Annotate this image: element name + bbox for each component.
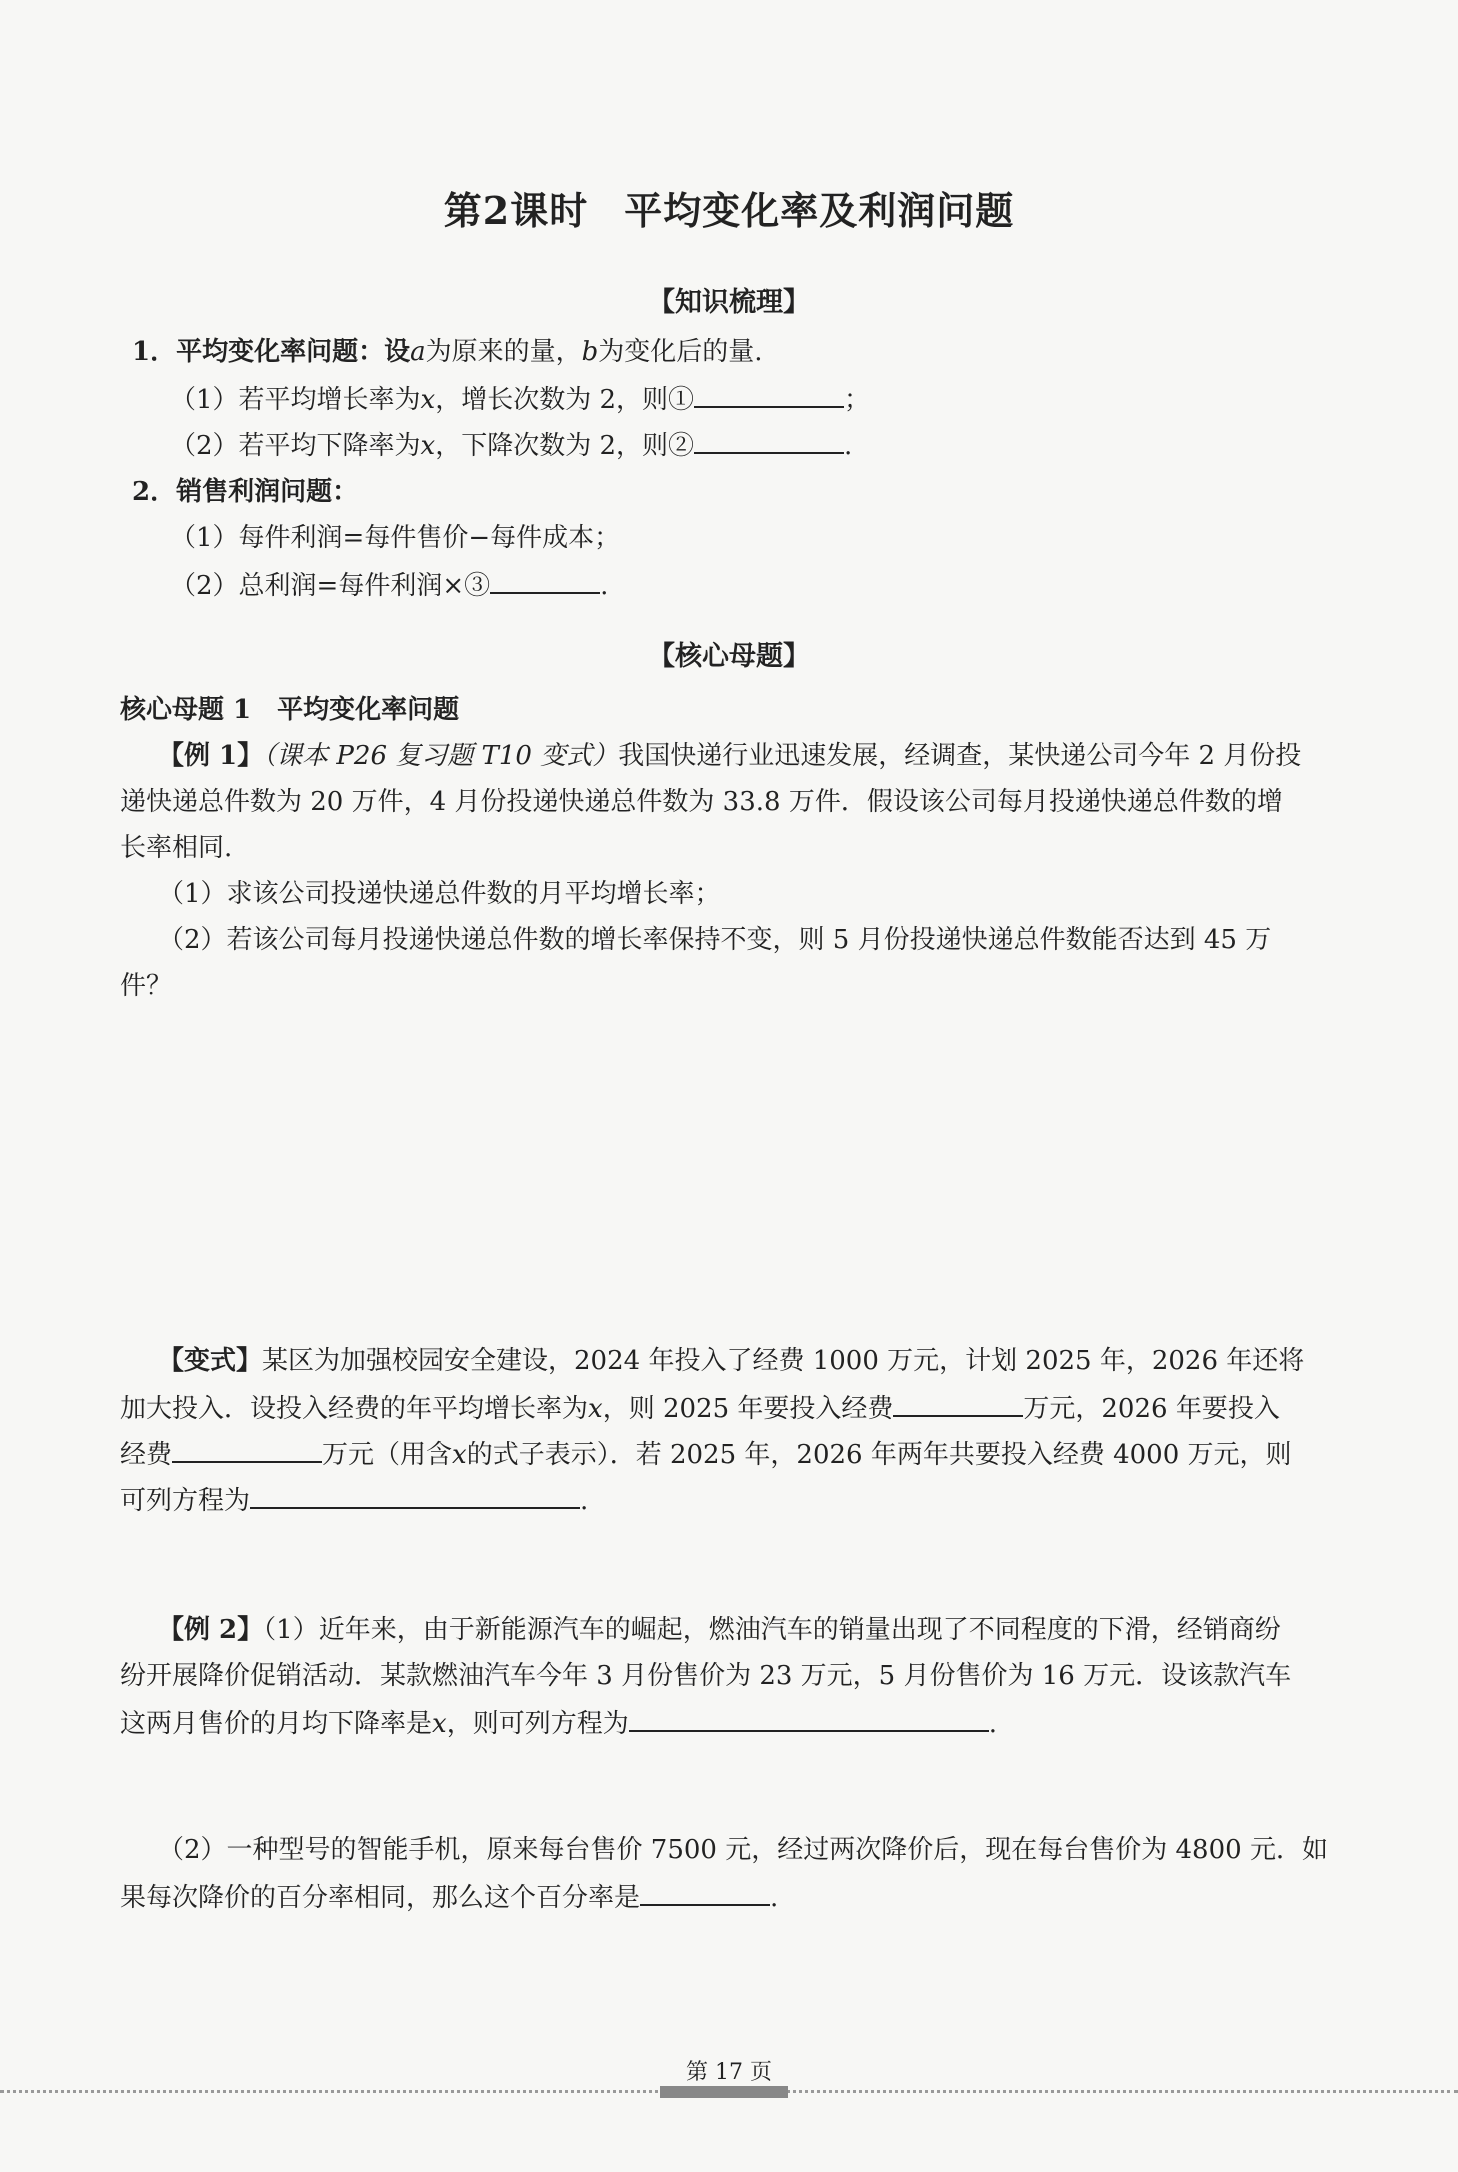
knowledge-item-2-2: （2）总利润=每件利润×③ . — [170, 566, 608, 604]
answer-blank-3[interactable] — [490, 566, 600, 594]
answer-blank-8[interactable] — [640, 1878, 770, 1906]
variant-line-4: 可列方程为 . — [120, 1481, 588, 1519]
answer-blank-2[interactable] — [694, 426, 844, 454]
answer-blank-1[interactable] — [694, 380, 844, 408]
footer-tab-marker — [660, 2086, 788, 2098]
knowledge-item-1-2: （2）若平均下降率为x，下降次数为 2，则② . — [170, 426, 852, 464]
answer-blank-6[interactable] — [250, 1481, 580, 1509]
answer-blank-4[interactable] — [893, 1389, 1023, 1417]
example-2-part-2-line-1: （2）一种型号的智能手机，原来每台售价 7500 元，经过两次降价后，现在每台售价为 4800 元．如 — [158, 1835, 1328, 1865]
knowledge-item-2: 2．销售利润问题： — [132, 477, 359, 507]
section-knowledge-heading: 【知识梳理】 — [648, 287, 810, 318]
example-2-part-2-line-2: 果每次降价的百分率相同，那么这个百分率是 . — [120, 1878, 778, 1916]
example-2-line-2: 纷开展降价促销活动．某款燃油汽车今年 3 月份售价为 23 万元，5 月份售价为 16 万元．设该款汽车 — [120, 1661, 1292, 1691]
answer-blank-7[interactable] — [629, 1704, 989, 1732]
knowledge-item-1-1: （1）若平均增长率为x，增长次数为 2，则① ； — [170, 380, 870, 418]
variant-line-1: 【变式】某区为加强校园安全建设，2024 年投入了经费 1000 万元，计划 2025 年，2026 年还将 — [158, 1346, 1305, 1376]
variant-line-2: 加大投入．设投入经费的年平均增长率为x，则 2025 年要投入经费 万元，2026 年要投入 — [120, 1389, 1280, 1427]
lesson-topic: 平均变化率及利润问题 — [624, 188, 1015, 233]
variant-line-3: 经费 万元（用含x的式子表示）．若 2025 年，2026 年两年共要投入经费 4000 万元，则 — [120, 1435, 1292, 1473]
lesson-title — [0, 180, 1458, 235]
knowledge-item-1: 1．平均变化率问题：设a为原来的量，b为变化后的量. — [132, 337, 763, 367]
example-1-line-2: 递快递总件数为 20 万件，4 月份投递快递总件数为 33.8 万件．假设该公司每月投递快递总件数的增 — [120, 787, 1283, 817]
lesson-number: 第2课时 — [443, 188, 589, 233]
example-2-line-1: 【例 2】（1）近年来，由于新能源汽车的崛起，燃油汽车的销量出现了不同程度的下滑，经销商纷 — [158, 1615, 1281, 1645]
answer-blank-5[interactable] — [172, 1435, 322, 1463]
example-1-question-2: （2）若该公司每月投递快递总件数的增长率保持不变，则 5 月份投递快递总件数能否达到 45 万 — [158, 925, 1272, 955]
example-1-question-1: （1）求该公司投递快递总件数的月平均增长率； — [158, 879, 721, 909]
example-1-line-3: 长率相同. — [120, 833, 233, 863]
example-1-line-1: 【例 1】（课本 P26 复习题 T10 变式）我国快递行业迅速发展，经调查，某快递公司今年 2 月份投 — [158, 741, 1302, 771]
section-core-heading: 【核心母题】 — [648, 641, 810, 672]
knowledge-item-2-1: （1）每件利润=每件售价−每件成本； — [170, 523, 621, 553]
page-number: 第 17 页 — [686, 2060, 772, 2085]
example-2-line-3: 这两月售价的月均下降率是x，则可列方程为 . — [120, 1704, 997, 1742]
core-heading: 核心母题 1 平均变化率问题 — [120, 695, 460, 725]
example-1-question-2-cont: 件？ — [120, 971, 173, 1001]
